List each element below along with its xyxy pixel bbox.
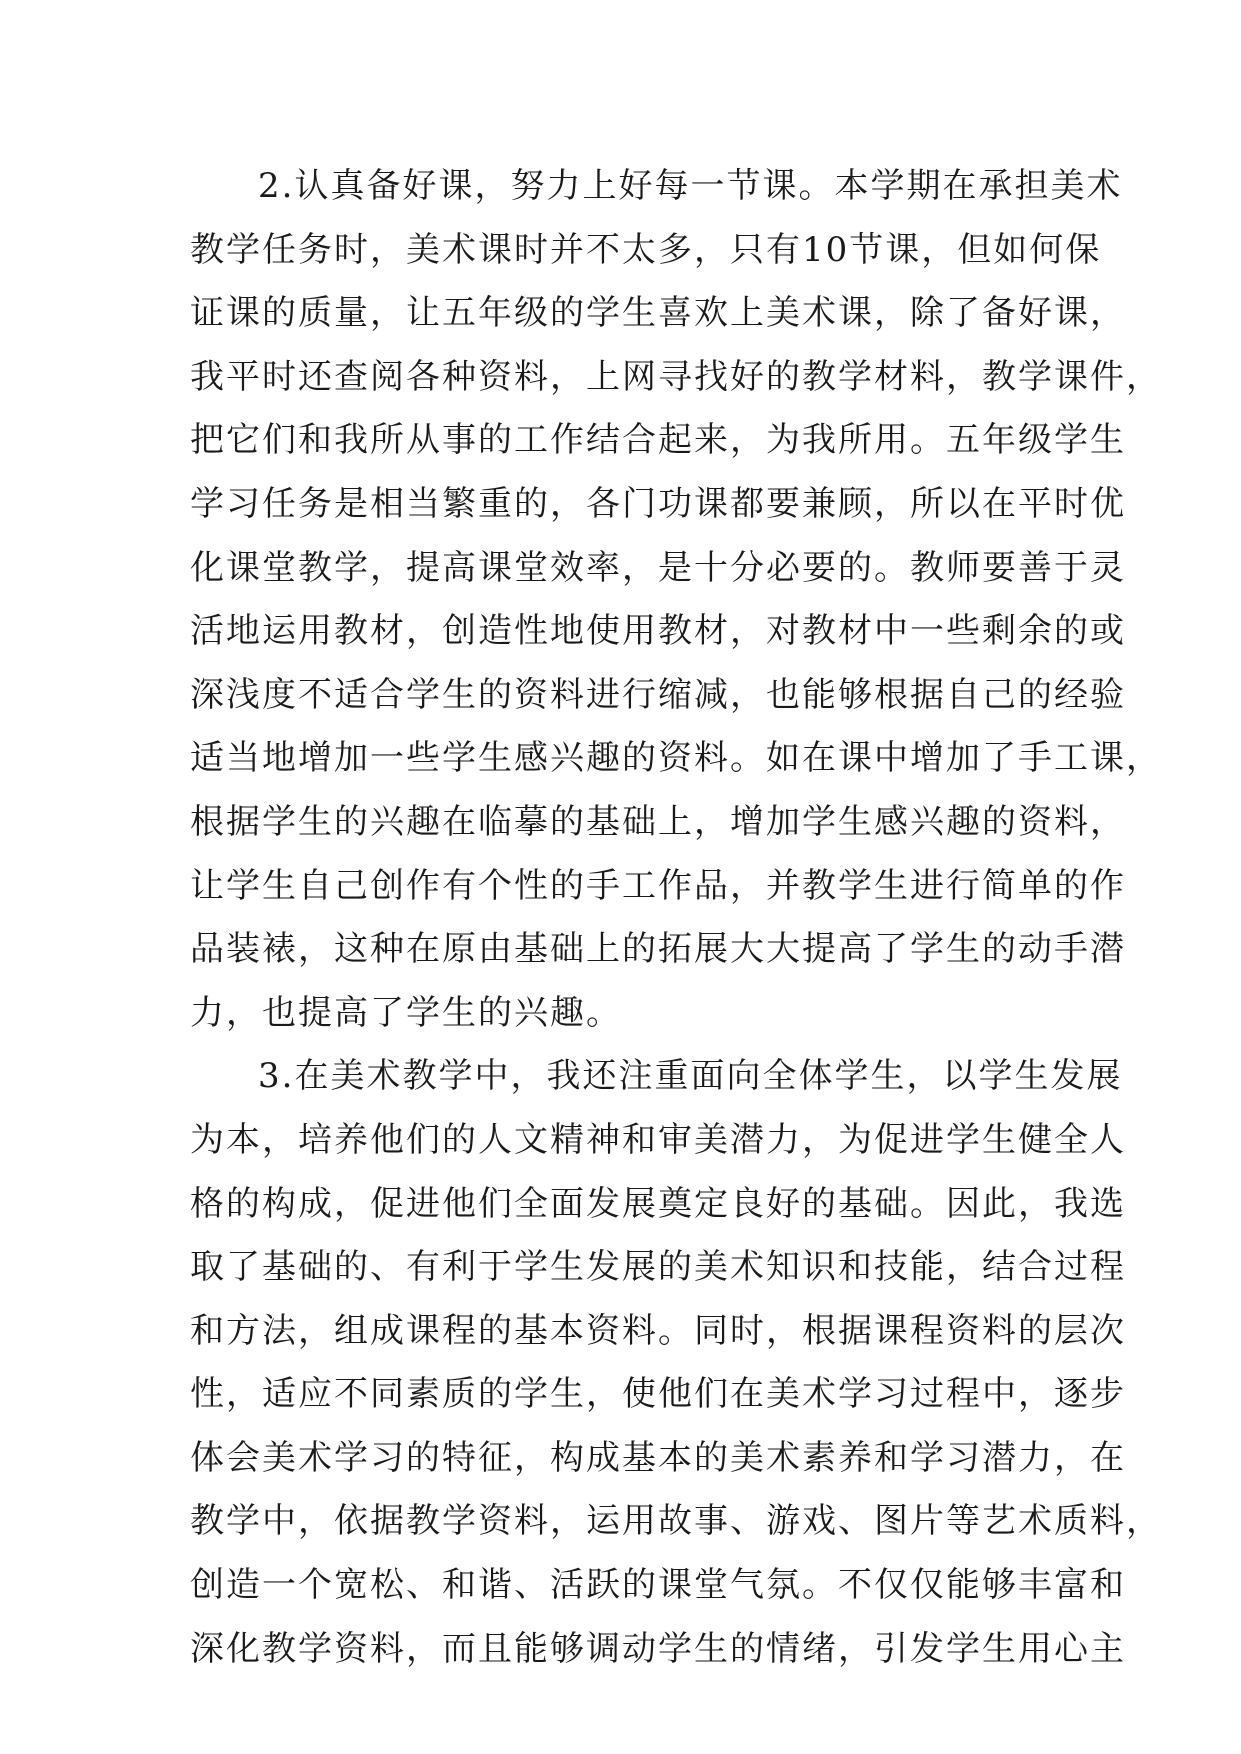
paragraph-3-line: 3.在美术教学中，我还注重面向全体学生，以学生发展	[258, 1056, 1123, 1097]
paragraph-2-line: 证课的质量，让五年级的学生喜欢上美术课，除了备好课，	[190, 293, 1126, 334]
paragraph-3-line: 教学中，依据教学资料，运用故事、游戏、图片等艺术质料，	[190, 1501, 1162, 1542]
paragraph-2-line: 活地运用教材，创造性地使用教材，对教材中一些剩余的或	[190, 611, 1126, 652]
paragraph-2-line: 教学任务时，美术课时并不太多，只有10节课，但如何保	[190, 229, 1102, 270]
paragraph-2-line: 品装裱，这种在原由基础上的拓展大大提高了学生的动手潜	[190, 929, 1126, 970]
paragraph-2-line: 让学生自己创作有个性的手工作品，并教学生进行简单的作	[190, 865, 1126, 906]
paragraph-3-line: 取了基础的、有利于学生发展的美术知识和技能，结合过程	[190, 1247, 1126, 1288]
paragraph-2-line: 2.认真备好课，努力上好每一节课。本学期在承担美术	[258, 166, 1123, 206]
paragraph-2-line: 我平时还查阅各种资料，上网寻找好的教学材料，教学课件，	[190, 356, 1162, 397]
paragraph-2-line: 适当地增加一些学生感兴趣的资料。如在课中增加了手工课，	[190, 738, 1162, 779]
paragraph-2-line: 学习任务是相当繁重的，各门功课都要兼顾，所以在平时优	[190, 483, 1126, 524]
paragraph-3-line: 格的构成，促进他们全面发展奠定良好的基础。因此，我选	[190, 1183, 1126, 1224]
paragraph-2-line: 力，也提高了学生的兴趣。	[190, 992, 622, 1033]
paragraph-3-line: 体会美术学习的特征，构成基本的美术素养和学习潜力，在	[190, 1437, 1126, 1478]
paragraph-3-line: 和方法，组成课程的基本资料。同时，根据课程资料的层次	[190, 1310, 1126, 1351]
body-text	[190, 155, 1162, 1681]
paragraph-3-line: 性，适应不同素质的学生，使他们在美术学习过程中，逐步	[190, 1374, 1126, 1415]
paragraph-2-line: 根据学生的兴趣在临摹的基础上，增加学生感兴趣的资料，	[190, 801, 1126, 842]
paragraph-3-line: 创造一个宽松、和谐、活跃的课堂气氛。不仅仅能够丰富和	[190, 1565, 1126, 1606]
paragraph-2-line: 深浅度不适合学生的资料进行缩减，也能够根据自己的经验	[190, 674, 1126, 715]
paragraph-2-line: 化课堂教学，提高课堂效率，是十分必要的。教师要善于灵	[190, 547, 1126, 588]
paragraph-3-line: 深化教学资料，而且能够调动学生的情绪，引发学生用心主	[190, 1628, 1126, 1669]
paragraph-3-line: 为本，培养他们的人文精神和审美潜力，为促进学生健全人	[190, 1119, 1126, 1160]
paragraph-2-line: 把它们和我所从事的工作结合起来，为我所用。五年级学生	[190, 420, 1126, 461]
